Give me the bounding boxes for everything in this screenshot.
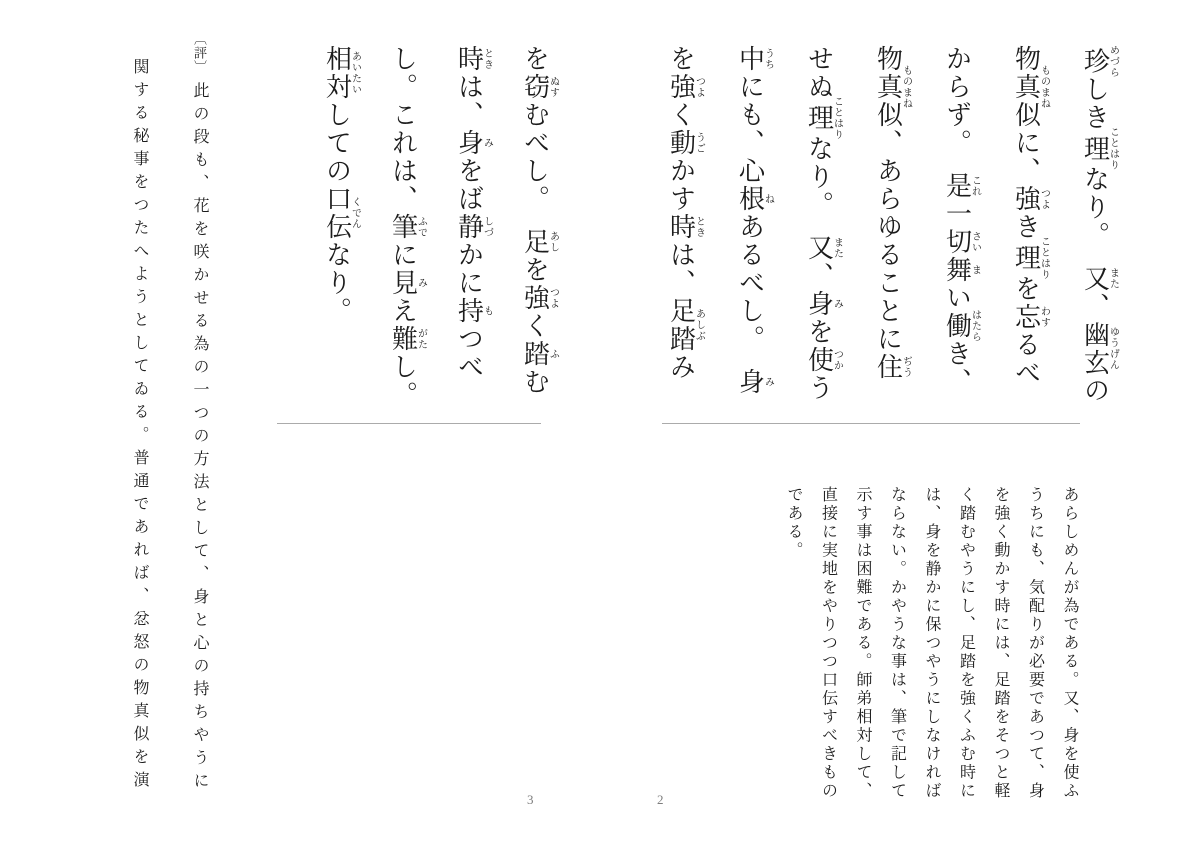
furigana-ruby: 身み	[804, 290, 843, 318]
furigana-ruby: 足あし	[520, 228, 559, 256]
furigana-ruby: 強つよ	[520, 284, 559, 312]
furigana-ruby: 窃ぬす	[520, 73, 559, 101]
divider-left	[277, 423, 541, 424]
furigana-ruby: 強つよ	[1011, 185, 1050, 213]
text-column: 珍めづらしき理ことはりなり。 又また、幽玄ゆうげんの	[1080, 45, 1119, 405]
furigana-ruby: 理ことはり	[804, 96, 843, 140]
furigana-ruby: 中うち	[735, 45, 774, 73]
furigana-ruby: 持も	[454, 297, 493, 325]
text-column: を窃ぬすむべし。 足あしを強つよく踏ふむ	[520, 45, 559, 396]
furigana-ruby: 筆ふで	[388, 213, 427, 241]
text-column: ならない。かやうな事は、筆で記して	[888, 486, 906, 801]
furigana-ruby: 静しづ	[454, 213, 493, 241]
furigana-ruby: 見み	[388, 269, 427, 297]
text-column: 中うちにも、心根ねあるべし。 身み	[735, 45, 774, 396]
furigana-ruby: 住ぢう	[873, 353, 912, 381]
page-number-left: 3	[527, 792, 534, 807]
text-column: 直接に実地をやりつつ口伝すべきもの	[819, 486, 837, 801]
furigana-ruby: 物真似ものまね	[1011, 45, 1050, 129]
page-number-right: 2	[657, 792, 664, 807]
text-column: し。これは、筆ふでに見みえ難がたし。	[388, 45, 427, 409]
text-column: うちにも、気配りが必要であつて、身	[1026, 486, 1044, 801]
furigana-ruby: 理ことはり	[1011, 236, 1050, 280]
furigana-ruby: 難がた	[388, 325, 427, 353]
text-column: く踏むやうにし、足踏を強くふむ時に	[957, 486, 975, 801]
furigana-ruby: 幽玄ゆうげん	[1080, 320, 1119, 377]
text-column: 示す事は困難である。師弟相対して、	[854, 486, 871, 801]
furigana-ruby: 足踏あしぶ	[666, 297, 705, 353]
furigana-ruby: 珍めづら	[1080, 45, 1119, 78]
text-column: は、身を静かに保つやうにしなければ	[923, 486, 940, 801]
text-column: あらしめんが為である。又、身を使ふ	[1061, 486, 1078, 801]
furigana-ruby: 切さい	[942, 228, 981, 256]
text-column: を強く動かす時には、足踏をそつと軽	[992, 486, 1009, 801]
text-column: 物真似ものまねに、強つよき理ことはりを忘わするべ	[1011, 45, 1050, 387]
furigana-ruby: 身み	[454, 129, 493, 157]
furigana-ruby: 物真似ものまね	[873, 45, 912, 129]
furigana-ruby: 又また	[1080, 264, 1119, 293]
furigana-ruby: 忘わす	[1011, 303, 1050, 331]
text-column: 関する秘事をつたへようとしてゐる。普通であれば、忿怒の物真似を演	[131, 58, 148, 794]
text-column: 此の段も、花を咲かせる為の一つの方法として、身と心の持ちやうに	[191, 82, 208, 795]
furigana-ruby: 是これ	[942, 172, 981, 200]
furigana-ruby: 又また	[804, 234, 843, 262]
furigana-ruby: 時とき	[666, 213, 705, 241]
furigana-ruby: 働はたら	[942, 309, 981, 343]
text-column: からず。 是これ一切さい舞まい働はたらき、	[942, 45, 981, 396]
text-column: 時ときは、身みをば静しづかに持もつべ	[454, 45, 493, 381]
text-column: を強つよく動うごかす時ときは、足踏あしぶみ	[666, 45, 705, 381]
furigana-ruby: 時とき	[454, 45, 493, 73]
text-column: である。	[785, 486, 802, 560]
text-column: 相対あいたいしての口伝くでんなり。	[322, 45, 361, 325]
furigana-ruby: 強つよ	[666, 73, 705, 101]
text-column: 物真似ものまね、あらゆることに住ぢう	[873, 45, 912, 381]
text-column: せぬ理ことはりなり。 又また、身みを使つかう	[804, 45, 843, 402]
furigana-ruby: 理ことはり	[1080, 126, 1119, 171]
furigana-ruby: 根ね	[735, 185, 774, 213]
furigana-ruby: 踏ふ	[520, 340, 559, 368]
furigana-ruby: 口伝くでん	[322, 185, 361, 241]
furigana-ruby: 使つか	[804, 346, 843, 374]
furigana-ruby: 身み	[735, 368, 774, 396]
furigana-ruby: 舞ま	[942, 256, 981, 284]
furigana-ruby: 動うご	[666, 129, 705, 157]
furigana-ruby: 相対あいたい	[322, 45, 361, 101]
commentary-label: 〔評〕	[192, 32, 207, 74]
